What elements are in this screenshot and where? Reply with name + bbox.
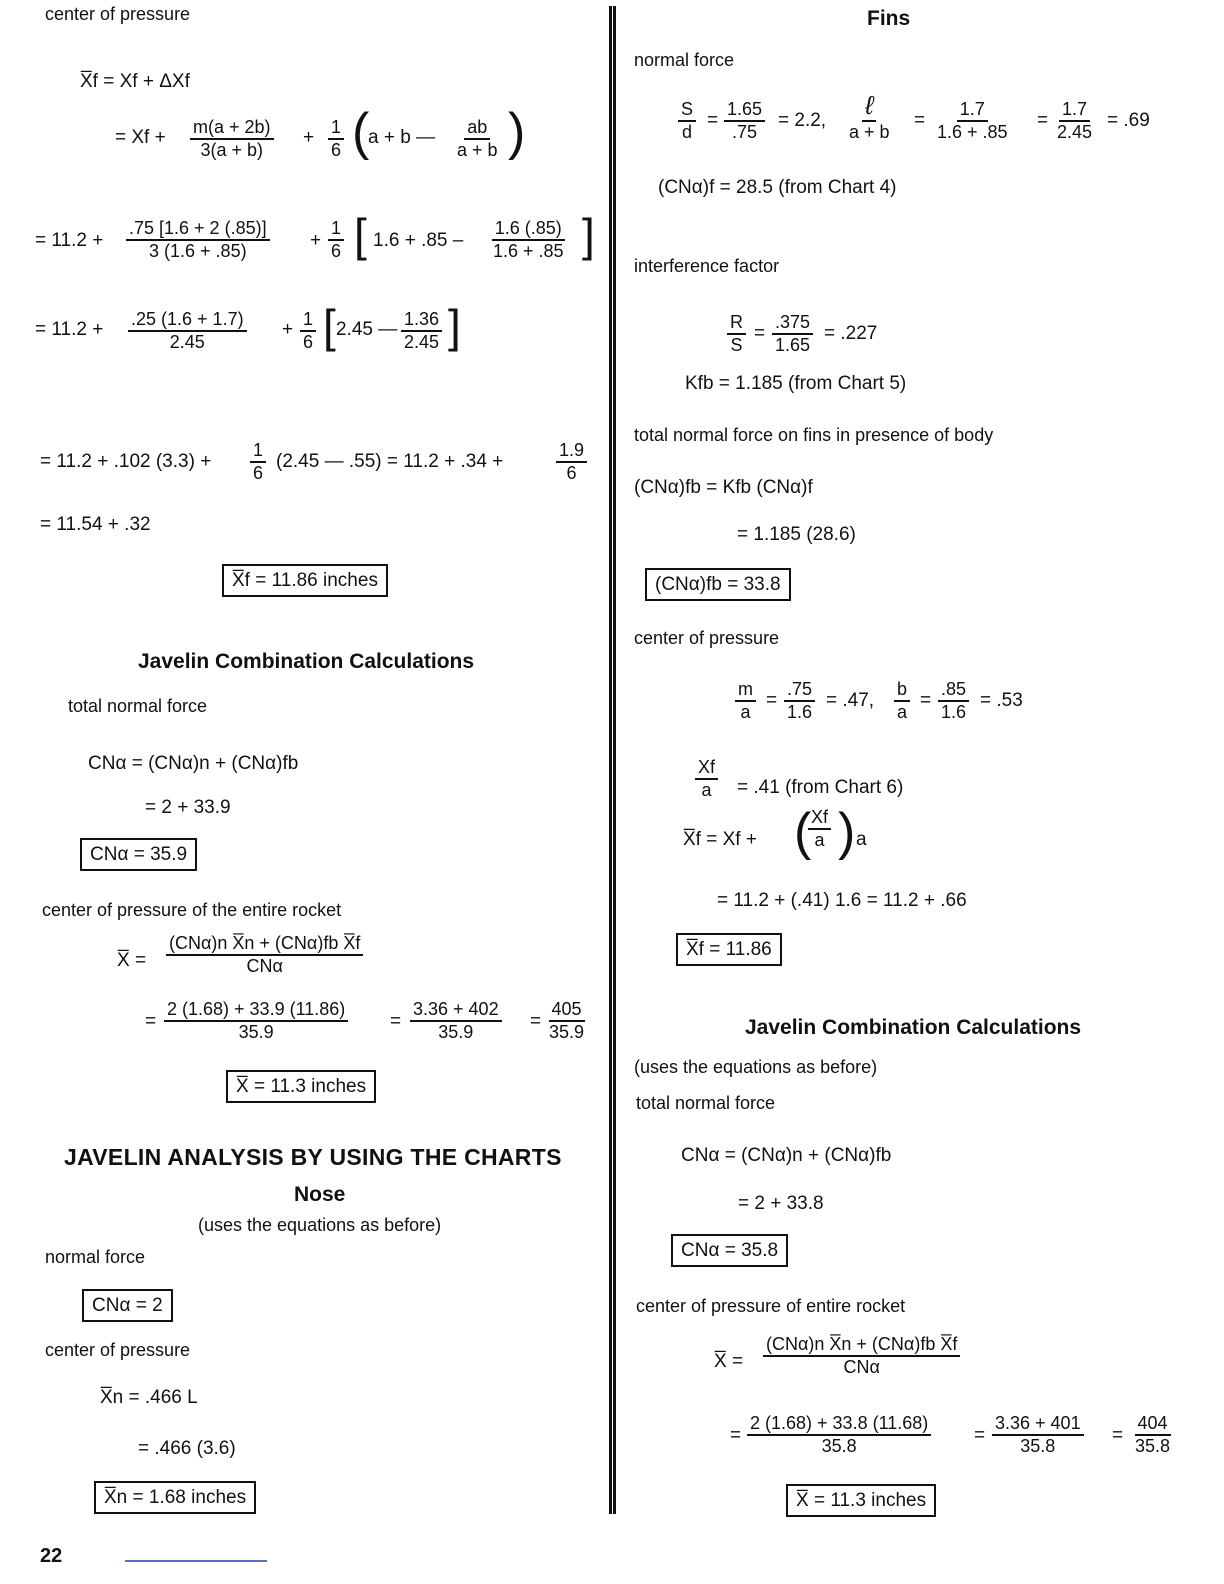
xf-equation-a: a	[856, 829, 867, 850]
s-over-d-result: = 2.2,	[778, 110, 827, 131]
xbar-lhs-right: X̅ =	[714, 1351, 744, 1372]
interference-label: interference factor	[634, 256, 780, 276]
l-over-ab-sum: $\frac{1.7}{2.45}$	[1057, 99, 1093, 142]
fins-normal-force-label: normal force	[634, 50, 735, 70]
s-over-d: $\frac{S}{d}$	[678, 100, 696, 142]
fins-title: Fins	[867, 7, 911, 30]
eq2-plus: +	[303, 127, 315, 148]
eq4-plus: +	[282, 319, 294, 340]
eq3-fraction-2: $\frac{1.6 (.85)}{1.6 + .85}$	[493, 218, 564, 261]
m-over-a: $\frac{m}{a}$	[735, 680, 756, 722]
calc-eq-sign-2: =	[390, 1011, 402, 1032]
xbar-calc-1: $\frac{2 (1.68) + 33.9 (11.86)}{35.9}$	[164, 1000, 348, 1042]
b-over-a: $\frac{b}{a}$	[894, 680, 910, 722]
javelin-title-right: Javelin Combination Calculations	[745, 1016, 1082, 1039]
eq2-fraction-1: $\frac{m(a + 2b)}{3(a + b)}$	[190, 118, 274, 160]
r-over-s-result: = .227	[824, 323, 878, 344]
uses-note: (uses the equations as before)	[634, 1057, 878, 1077]
javelin-title-left: Javelin Combination Calculations	[138, 650, 475, 673]
xf-equation: X̅f = Xf +	[683, 829, 757, 850]
eq-sign-5: =	[766, 690, 778, 711]
result-box-xf: X̅f = 11.86 inches	[222, 564, 388, 597]
eq3-fraction-1: $\frac{.75 [1.6 + 2 (.85)]}{3 (1.6 + .85)}$	[126, 219, 270, 261]
xbar-calc-right-1: $\frac{2 (1.68) + 33.8 (11.68)}{35.8}$	[747, 1414, 931, 1456]
xf-over-a: $\frac{Xf}{a}$	[695, 758, 718, 800]
eq2-one-sixth: $\frac{1}{6}$	[328, 118, 344, 160]
right-bracket: ]	[582, 209, 595, 261]
xbar-lhs: X̅ =	[117, 950, 147, 971]
xn-calc: = .466 (3.6)	[138, 1438, 236, 1459]
result-box-nose-cna: CNα = 2	[82, 1289, 173, 1322]
cp-label: center of pressure	[45, 4, 191, 24]
cp-entire-label-right: center of pressure of entire rocket	[636, 1296, 906, 1316]
cna-sum-right: = 2 + 33.8	[738, 1193, 824, 1214]
total-fins-label: total normal force on fins in presence of body	[634, 425, 994, 445]
eq5-middle: (2.45 — .55) = 11.2 + .34 +	[276, 451, 504, 472]
eq5-prefix: = 11.2 + .102 (3.3) +	[40, 451, 212, 472]
column-divider	[609, 6, 616, 1514]
right-paren: )	[508, 103, 526, 161]
b-over-a-result: = .53	[980, 690, 1023, 711]
eq-sign-2: =	[914, 110, 926, 131]
eq-sign-1: =	[707, 110, 719, 131]
cp-label-fins: center of pressure	[634, 628, 780, 648]
kfb-equation: Kfb = 1.185 (from Chart 5)	[685, 373, 907, 394]
left-paren: (	[352, 103, 370, 161]
l-over-ab-result: = .69	[1107, 110, 1150, 131]
left-bracket: [	[354, 209, 367, 261]
result-box-xbar: X̅ = 11.3 inches	[226, 1070, 376, 1103]
left-bracket-2: [	[323, 300, 336, 352]
s-over-d-values: $\frac{1.65}{.75}$	[724, 100, 765, 142]
eq4-fraction-2: $\frac{1.36}{2.45}$	[401, 310, 442, 352]
cna-fb-calc: = 1.185 (28.6)	[737, 524, 856, 545]
nose-note: (uses the equations as before)	[198, 1215, 442, 1235]
eq5-one-sixth: $\frac{1}{6}$	[250, 441, 266, 483]
calc-eq-sign-3: =	[530, 1011, 542, 1032]
eq4-one-sixth: $\frac{1}{6}$	[300, 310, 316, 352]
xf-left-paren: (	[794, 803, 812, 861]
eq2-inner: a + b —	[368, 127, 436, 148]
result-box-xf-fins: X̅f = 11.86	[676, 933, 782, 966]
result-box-cna-right: CNα = 35.8	[671, 1234, 788, 1267]
eq-sign-3: =	[1037, 110, 1049, 131]
eq3-inner: 1.6 + .85 –	[373, 230, 464, 251]
xbar-fraction: (CNα)n X̅n + (CNα)fb X̅f CNα	[166, 934, 363, 976]
b-over-a-values: $\frac{.85}{1.6}$	[938, 680, 969, 722]
xf-right-paren: )	[838, 803, 856, 861]
result-box-cna: CNα = 35.9	[80, 838, 197, 871]
eq2-prefix: = Xf +	[115, 127, 166, 148]
r-over-s-values: $\frac{.375}{1.65}$	[772, 313, 813, 355]
total-normal-force-label-right: total normal force	[636, 1093, 776, 1113]
calc-eq-sign-r2: =	[974, 1425, 986, 1446]
result-box-xbar-right: X̅ = 11.3 inches	[786, 1484, 936, 1517]
eq4-inner: 2.45 —	[336, 319, 398, 340]
xbar-fraction-right: (CNα)n X̅n + (CNα)fb X̅f CNα	[763, 1335, 960, 1377]
eq2-fraction-2: $\frac{ab}{a + b}$	[457, 117, 498, 160]
xbar-calc-right-3: $\frac{404}{35.8}$	[1135, 1413, 1171, 1456]
right-bracket-2: ]	[448, 300, 461, 352]
cna-equation: CNα = (CNα)n + (CNα)fb	[88, 753, 299, 774]
xf-over-a-result: = .41 (from Chart 6)	[737, 777, 904, 798]
calc-eq-sign: =	[145, 1011, 157, 1032]
footer-rule	[125, 1560, 267, 1562]
eq3-plus: +	[310, 230, 322, 251]
page-number: 22	[40, 1545, 63, 1567]
xbar-calc-2: $\frac{3.36 + 402}{35.9}$	[410, 1000, 502, 1042]
m-over-a-values: $\frac{.75}{1.6}$	[784, 680, 815, 722]
eq3-prefix: = 11.2 +	[35, 230, 104, 251]
cna-equation-right: CNα = (CNα)n + (CNα)fb	[681, 1145, 892, 1166]
eq3-one-sixth: $\frac{1}{6}$	[328, 219, 344, 261]
m-over-a-result: = .47,	[826, 690, 875, 711]
analysis-title: JAVELIN ANALYSIS BY USING THE CHARTS	[64, 1144, 562, 1170]
cna-fb-equation: (CNα)fb = Kfb (CNα)f	[634, 477, 813, 498]
cp-entire-label: center of pressure of the entire rocket	[42, 900, 342, 920]
eq-sign-4: =	[754, 323, 766, 344]
nose-title: Nose	[294, 1183, 346, 1206]
eq-sign-6: =	[920, 690, 932, 711]
eq4-fraction-1: $\frac{.25 (1.6 + 1.7)}{2.45}$	[128, 310, 247, 352]
total-normal-force-label: total normal force	[68, 696, 208, 716]
eq5-fraction-2: $\frac{1.9}{6}$	[556, 441, 587, 483]
cna-f-equation: (CNα)f = 28.5 (from Chart 4)	[658, 177, 897, 198]
xbar-calc-right-2: $\frac{3.36 + 401}{35.8}$	[992, 1414, 1084, 1456]
calc-eq-sign-r1: =	[730, 1425, 742, 1446]
result-box-xn: X̅n = 1.68 inches	[94, 1481, 256, 1514]
eq-xf-delta: X̅f = Xf + ΔXf	[80, 71, 190, 92]
l-over-ab: ℓ a + b	[849, 90, 890, 143]
xf-calc: = 11.2 + (.41) 1.6 = 11.2 + .66	[717, 890, 967, 911]
xbar-calc-3: $\frac{405}{35.9}$	[549, 999, 585, 1042]
r-over-s: $\frac{R}{S}$	[727, 313, 746, 355]
normal-force-label: normal force	[45, 1247, 146, 1267]
xn-equation: X̅n = .466 L	[100, 1387, 198, 1408]
eq4-prefix: = 11.2 +	[35, 319, 104, 340]
calc-eq-sign-r3: =	[1112, 1425, 1124, 1446]
xf-over-a-inline: $\frac{Xf}{a}$	[808, 808, 831, 850]
l-over-ab-values: $\frac{1.7}{1.6 + .85}$	[937, 99, 1008, 142]
result-box-cna-fb: (CNα)fb = 33.8	[645, 568, 791, 601]
cna-sum: = 2 + 33.9	[145, 797, 231, 818]
eq6: = 11.54 + .32	[40, 514, 151, 535]
cp-label-nose: center of pressure	[45, 1340, 191, 1360]
